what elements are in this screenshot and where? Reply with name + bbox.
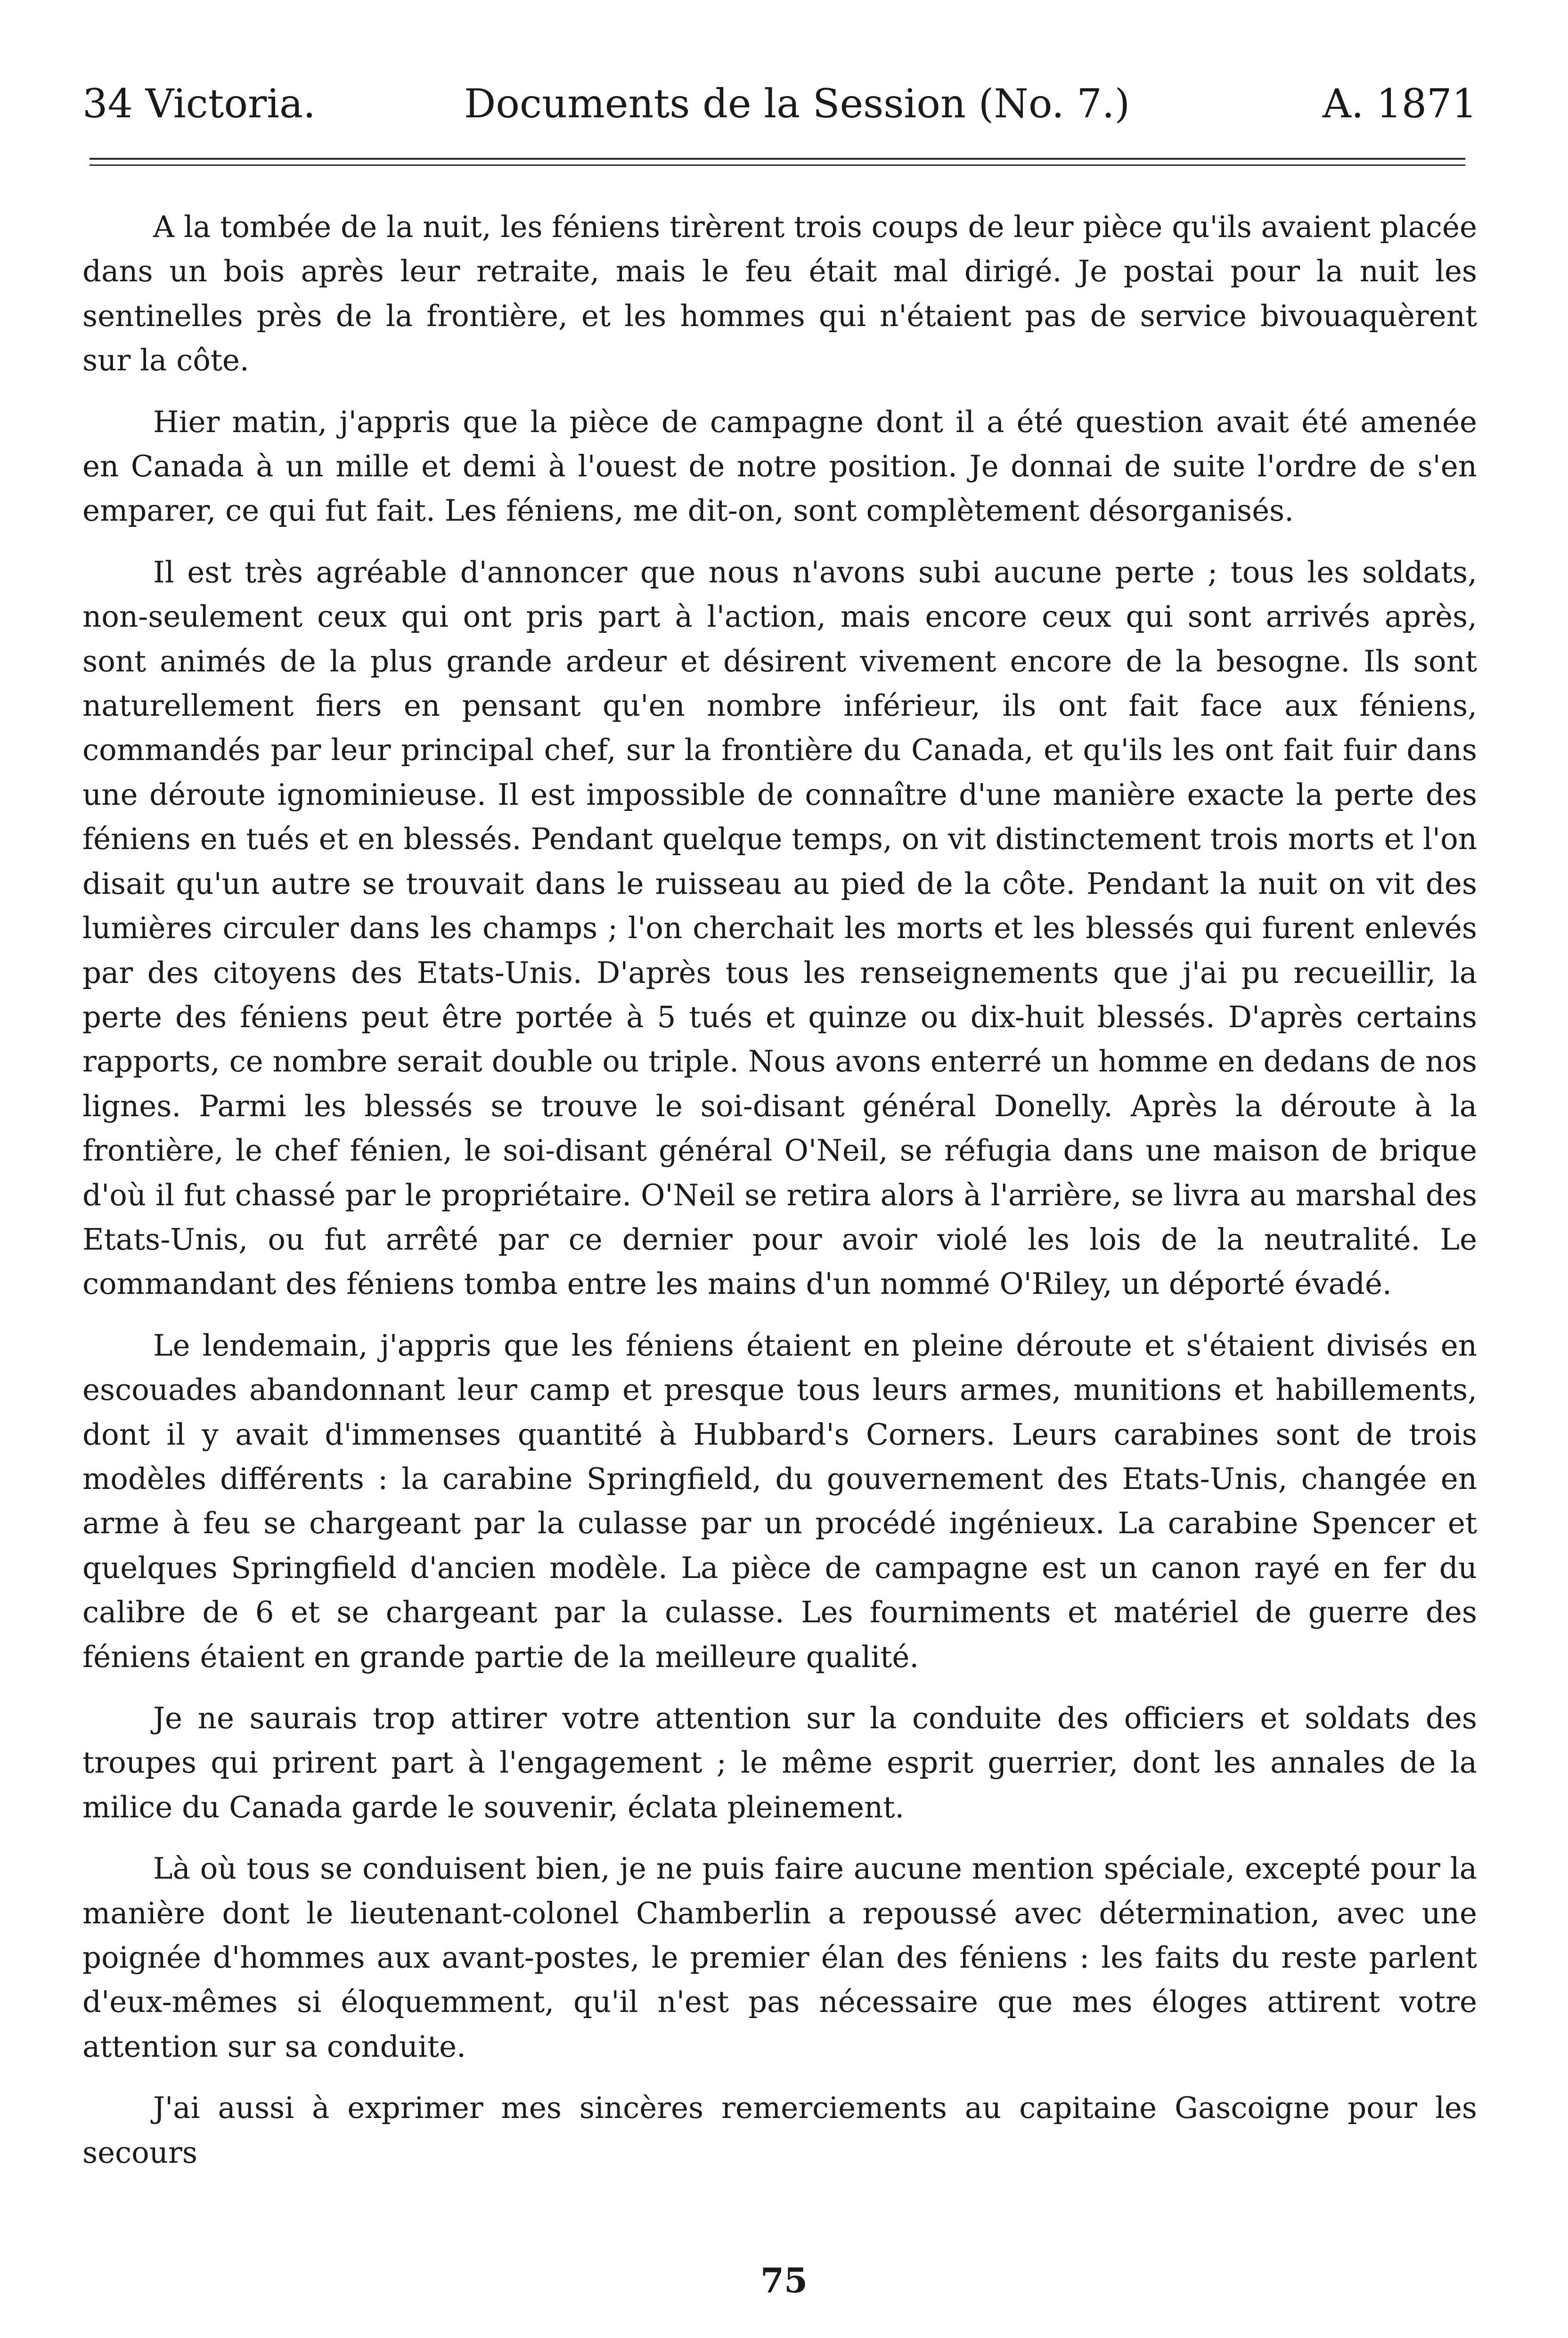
header-rule-thick bbox=[90, 158, 1465, 160]
year-label: A. 1871 bbox=[1323, 81, 1477, 127]
paragraph-field-piece: Hier matin, j'appris que la pièce de campagne dont il a été question avait été amenée en Canada à un mille et demi à l'ouest de notre position. Je donnai de suite l'ordre de s'en emparer, ce qui fut fait. Les féniens, me dit-on, sont complètement désorganisés. bbox=[82, 404, 1477, 528]
page-number: 75 bbox=[760, 2260, 808, 2300]
header-rule-thin bbox=[90, 164, 1465, 166]
paragraph-troop-conduct: Je ne saurais trop attirer votre attention sur la conduite des officiers et soldats des troupes qui prirent part à l'engagement ; le même esprit guerrier, dont les annales de la milice du Canada garde le souvenir, éclata pleinement. bbox=[82, 1701, 1477, 1824]
paragraph-nightfall: A la tombée de la nuit, les féniens tirèrent trois coups de leur pièce qu'ils avaient placée dans un bois après leur retraite, mais le feu était mal dirigé. Je postai pour la nuit les sentinelles près de la frontière, et les hommes qui n'étaient pas de service bivouaquèrent sur la côte. bbox=[82, 210, 1477, 378]
regnal-year: 34 Victoria. bbox=[82, 81, 316, 127]
running-head bbox=[82, 71, 1477, 137]
body-text bbox=[82, 205, 1477, 2175]
document-title: Documents de la Session (No. 7.) bbox=[464, 81, 1130, 127]
paragraph-no-losses: Il est très agréable d'annoncer que nous n'avons subi aucune perte ; tous les soldats, non-seulement ceux qui ont pris part à l'action, mais encore ceux qui sont arrivés après, sont animés de la plus grande ardeur et désirent vivement encore de la besogne. Ils sont naturellement fiers en pensant qu'en nombre inférieur, ils ont fait face aux féniens, commandés par leur principal chef, sur la frontière du Canada, et qu'ils les ont fait fuir dans une déroute ignominieuse. Il est impossible de connaître d'une manière exacte la perte des féniens en tués et en blessés. Pendant quelque temps, on vit distinctement trois morts et l'on disait qu'un autre se trouvait dans le ruisseau au pied de la côte. Pendant la nuit on vit des lumières circuler dans les champs ; l'on cherchait les morts et les blessés qui furent enlevés par des citoyens des Etats-Unis. D'après tous les renseignements que j'ai pu recueillir, la perte des féniens peut être portée à 5 tués et quinze ou dix-huit blessés. D'après certains rapports, ce nombre serait double ou triple. Nous avons enterré un homme en dedans de nos lignes. Parmi les blessés se trouve le soi-disant général Donelly. Après la déroute à la frontière, le chef fénien, le soi-disant général O'Neil, se réfugia dans une maison de brique d'où il fut chassé par le propriétaire. O'Neil se retira alors à l'arrière, se livra au marshal des Etats-Unis, ou fut arrêté par ce dernier pour avoir violé les lois de la neutralité. Le commandant des féniens tomba entre les mains d'un nommé O'Riley, un déporté évadé. bbox=[82, 555, 1477, 1301]
paragraph-chamberlin: Là où tous se conduisent bien, je ne puis faire aucune mention spéciale, excepté pour la manière dont le lieutenant-colonel Chamberlin a repoussé avec détermination, avec une poignée d'hommes aux avant-postes, le premier élan des féniens : les faits du reste parlent d'eux-mêmes si éloquemment, qu'il n'est pas nécessaire que mes éloges attirent votre attention sur sa conduite. bbox=[82, 1851, 1477, 2064]
paragraph-next-day: Le lendemain, j'appris que les féniens étaient en pleine déroute et s'étaient divisés en escouades abandonnant leur camp et presque tous leurs armes, munitions et habillements, dont il y avait d'immenses quantité à Hubbard's Corners. Leurs carabines sont de trois modèles différents : la carabine Springfield, du gouvernement des Etats-Unis, changée en arme à feu se chargeant par la culasse par un procédé ingénieux. La carabine Spencer et quelques Springfield d'ancien modèle. La pièce de campagne est un canon rayé en fer du calibre de 6 et se chargeant par la culasse. Les fourniments et matériel de guerre des féniens étaient en grande partie de la meilleure qualité. bbox=[82, 1328, 1477, 1674]
paragraph-gascoigne: J'ai aussi à exprimer mes sincères remerciements au capitaine Gascoigne pour les secours bbox=[82, 2091, 1477, 2170]
